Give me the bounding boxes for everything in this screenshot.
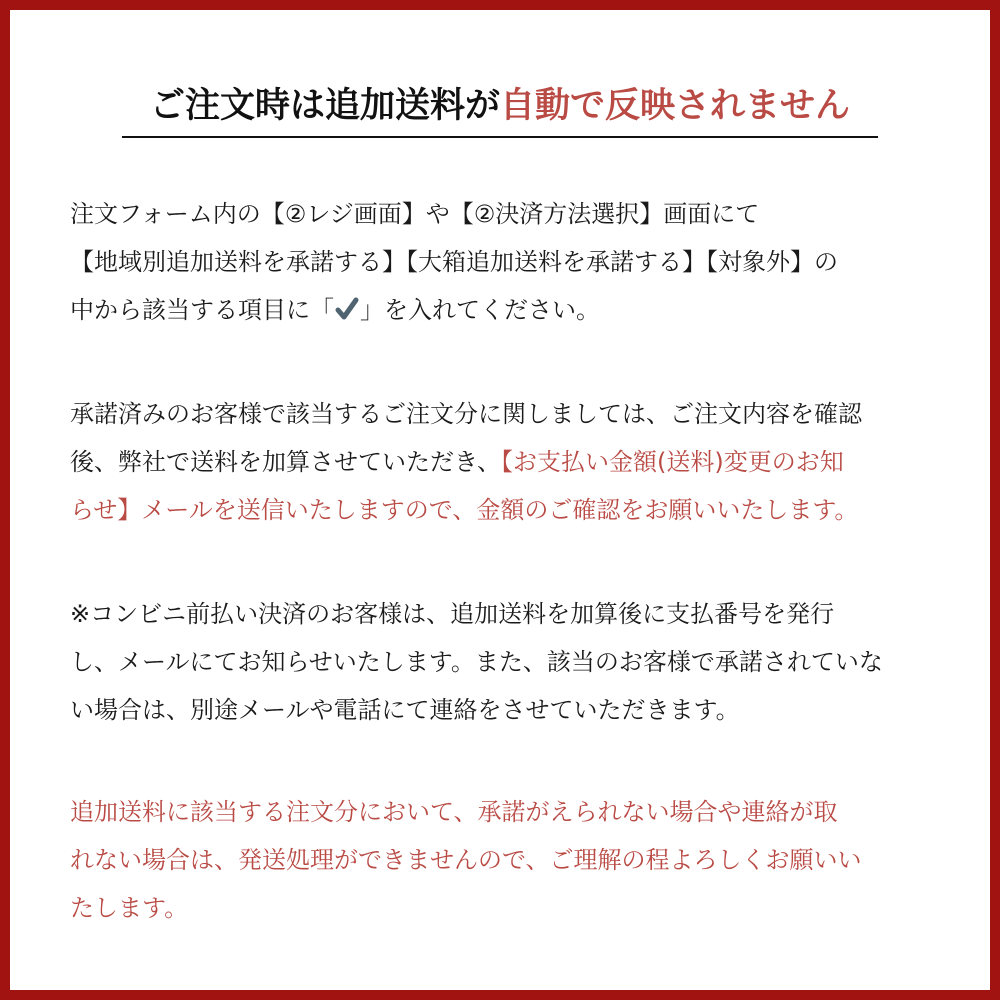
paragraph-line: 【地域別追加送料を承諾する】【大箱追加送料を承諾する】【対象外】の — [70, 248, 838, 276]
paragraph-line — [70, 286, 940, 334]
paragraph-line: し、メールにてお知らせいたします。また、該当のお客様で承諾されていな — [70, 648, 883, 676]
paragraph-approved-customers — [70, 390, 940, 534]
paragraph-convenience-store-note — [70, 590, 940, 734]
title — [122, 80, 878, 140]
title-black-part: ご注文時は追加送料が — [149, 86, 500, 126]
paragraph-instructions — [70, 190, 940, 334]
title-red-part: 自動で反映されません — [500, 86, 851, 126]
check-mark-icon — [334, 290, 360, 316]
paragraph-line — [70, 438, 940, 486]
title-underline — [122, 136, 878, 138]
paragraph-line: 承諾済みのお客様で該当するご注文分に関しましては、ご注文内容を確認 — [70, 400, 862, 428]
paragraph-line: 注文フォーム内の【②レジ画面】や【②決済方法選択】画面にて — [70, 200, 760, 228]
line-text-before-icon: 中から該当する項目に「 — [70, 296, 334, 324]
line-text-black: 後、弊社で送料を加算させていただき、 — [70, 448, 502, 476]
paragraph-line: 追加送料に該当する注文分において、承諾がえられない場合や連絡が取 — [70, 798, 838, 826]
paragraph-line: い場合は、別途メールや電話にて連絡をさせていただきます。 — [70, 696, 740, 724]
paragraph-line: れない場合は、発送処理ができませんので、ご理解の程よろしくお願いい — [70, 846, 862, 874]
paragraph-line: ※コンビニ前払い決済のお客様は、追加送料を加算後に支払番号を発行 — [70, 600, 835, 628]
line-text-red: 【お支払い金額(送料)変更のお知 — [501, 448, 844, 476]
page-title — [150, 80, 850, 132]
line-text-after-icon: 」を入れてください。 — [360, 296, 600, 324]
paragraph-line: たします。 — [70, 894, 189, 922]
paragraph-warning — [70, 788, 940, 932]
paragraph-line: らせ】メールを送信いたしますので、金額のご確認をお願いいたします。 — [70, 496, 859, 524]
